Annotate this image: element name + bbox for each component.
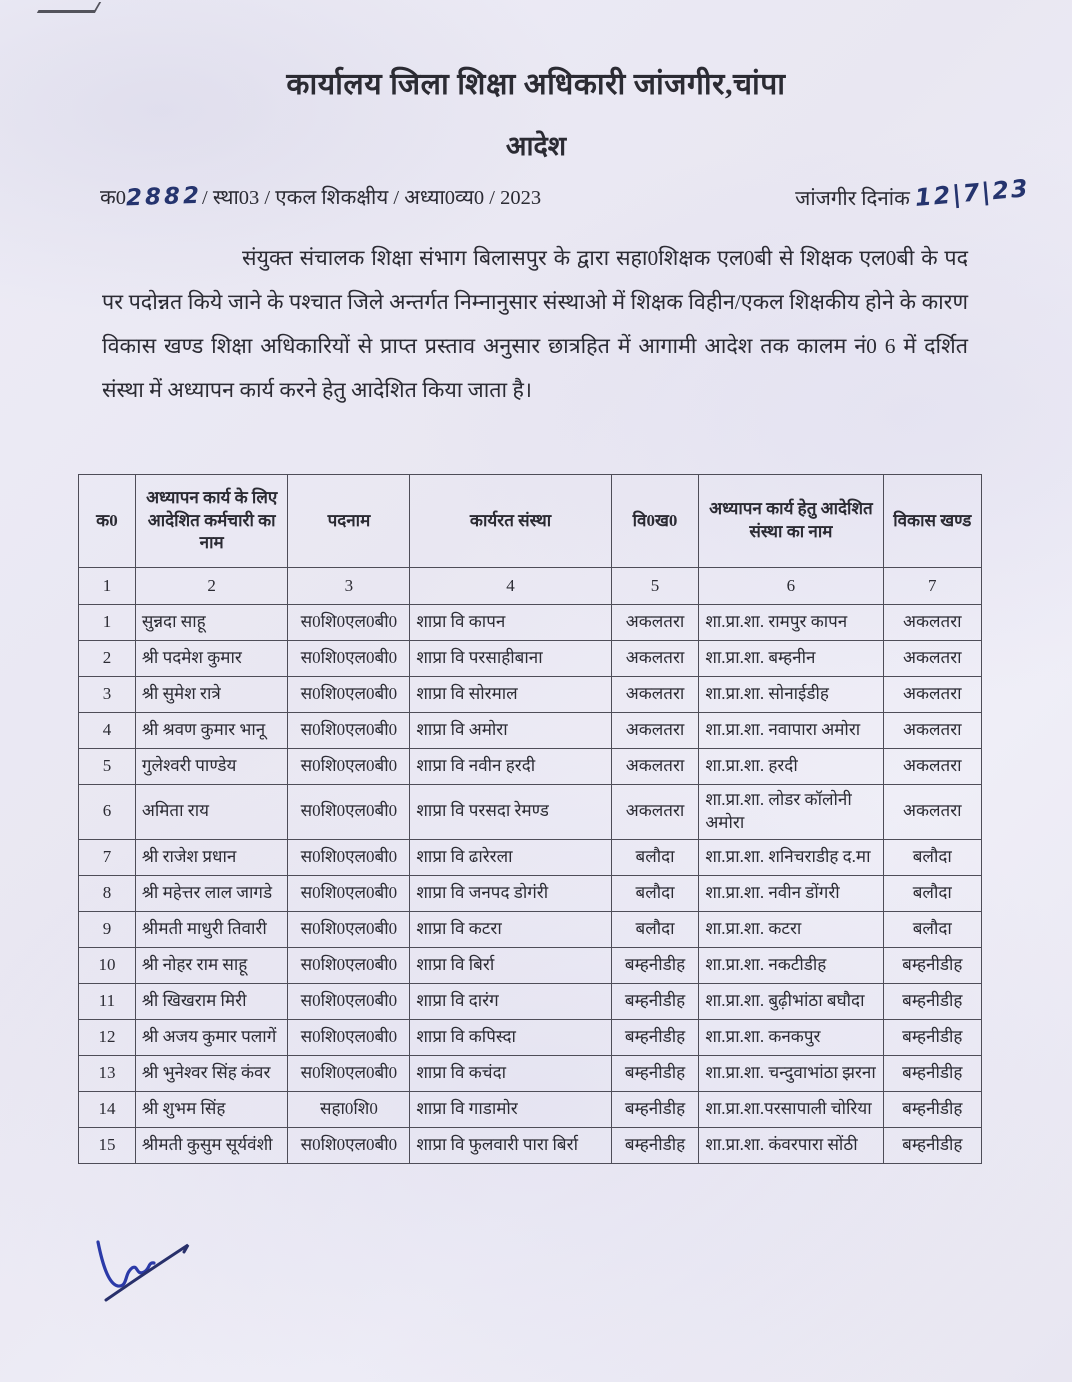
table-cell: शाप्रा वि जनपद डोगंरी bbox=[410, 875, 611, 911]
table-row bbox=[79, 875, 982, 911]
table-cell: शा.प्रा.शा. लोडर कॉलोनी अमोरा bbox=[699, 785, 883, 840]
table-cell: अकलतरा bbox=[883, 605, 981, 641]
header-serial: क0 bbox=[79, 475, 136, 568]
table-cell: 3 bbox=[79, 677, 136, 713]
table-cell: शा.प्रा.शा. कंवरपारा सोंठी bbox=[699, 1127, 883, 1163]
table-cell: स0शि0एल0बी0 bbox=[288, 983, 410, 1019]
table-cell: स0शि0एल0बी0 bbox=[288, 1055, 410, 1091]
table-cell: सहा0शि0 bbox=[288, 1091, 410, 1127]
table-cell: शा.प्रा.शा. हरदी bbox=[699, 749, 883, 785]
table-cell: बम्हनीडीह bbox=[883, 1019, 981, 1055]
table-cell: गुलेश्वरी पाण्डेय bbox=[135, 749, 288, 785]
header-ordered-institution: अध्यापन कार्य हेतु आदेशित संस्था का नाम bbox=[699, 475, 883, 568]
table-row bbox=[79, 1127, 982, 1163]
header-dev-block: विकास खण्ड bbox=[883, 475, 981, 568]
table-cell: शाप्रा वि नवीन हरदी bbox=[410, 749, 611, 785]
place-date-label: जांजगीर दिनांक bbox=[795, 188, 910, 210]
table-cell: अकलतरा bbox=[611, 677, 699, 713]
table-row bbox=[79, 605, 982, 641]
table-cell: स0शि0एल0बी0 bbox=[288, 749, 410, 785]
table-cell: शाप्रा वि कपिस्दा bbox=[410, 1019, 611, 1055]
table-cell: बम्हनीडीह bbox=[883, 1091, 981, 1127]
table-cell: श्री भुनेश्वर सिंह कंवर bbox=[135, 1055, 288, 1091]
table-cell: बम्हनीडीह bbox=[883, 1055, 981, 1091]
table-cell: स0शि0एल0बी0 bbox=[288, 947, 410, 983]
signature-scribble bbox=[84, 1232, 204, 1307]
table-cell: श्री राजेश प्रधान bbox=[135, 839, 288, 875]
ref-rest: / स्था03 / एकल शिकक्षीय / अध्या0व्य0 / 2023 bbox=[202, 187, 542, 209]
table-cell: 12 bbox=[79, 1019, 136, 1055]
table-cell: श्रीमती कुसुम सूर्यवंशी bbox=[135, 1127, 288, 1163]
table-cell: बलौदा bbox=[611, 911, 699, 947]
table-cell: स0शि0एल0बी0 bbox=[288, 713, 410, 749]
table-cell: बम्हनीडीह bbox=[611, 1127, 699, 1163]
table-cell: बम्हनीडीह bbox=[611, 1055, 699, 1091]
table-cell: शा.प्रा.शा.परसापाली चोरिया bbox=[699, 1091, 883, 1127]
table-cell: शाप्रा वि कचंदा bbox=[410, 1055, 611, 1091]
table-cell: बम्हनीडीह bbox=[883, 983, 981, 1019]
table-cell: 4 bbox=[79, 713, 136, 749]
table-cell: श्री सुमेश रात्रे bbox=[135, 677, 288, 713]
column-number-row bbox=[79, 568, 982, 605]
table-cell: शाप्रा वि कापन bbox=[410, 605, 611, 641]
order-heading: आदेश bbox=[505, 131, 567, 161]
table-cell: अकलतरा bbox=[611, 641, 699, 677]
table-cell: शा.प्रा.शा. सोनाईडीह bbox=[699, 677, 883, 713]
table-cell: बलौदा bbox=[883, 875, 981, 911]
table-cell: शा.प्रा.शा. कनकपुर bbox=[699, 1019, 883, 1055]
table-cell: श्रीमती माधुरी तिवारी bbox=[135, 911, 288, 947]
header-designation: पदनाम bbox=[288, 475, 410, 568]
table-cell: बम्हनीडीह bbox=[883, 947, 981, 983]
table-cell: स0शि0एल0बी0 bbox=[288, 677, 410, 713]
table-row bbox=[79, 785, 982, 840]
table-cell: 1 bbox=[79, 605, 136, 641]
ref-number-handwritten: 2882 bbox=[125, 182, 203, 212]
table-cell: 5 bbox=[79, 749, 136, 785]
table-cell: श्री पदमेश कुमार bbox=[135, 641, 288, 677]
table-cell: अकलतरा bbox=[883, 713, 981, 749]
table-cell: श्री शुभम सिंह bbox=[135, 1091, 288, 1127]
header-current-institution: कार्यरत संस्था bbox=[410, 475, 611, 568]
table-cell: 7 bbox=[79, 839, 136, 875]
column-number: 2 bbox=[135, 568, 288, 605]
table-cell: श्री खिखराम मिरी bbox=[135, 983, 288, 1019]
table-row bbox=[79, 713, 982, 749]
table-cell: शा.प्रा.शा. बुढ़ीभांठा बघौदा bbox=[699, 983, 883, 1019]
table-cell: शाप्रा वि परसाहीबाना bbox=[410, 641, 611, 677]
table-cell: 14 bbox=[79, 1091, 136, 1127]
column-number: 5 bbox=[611, 568, 699, 605]
table-cell: शा.प्रा.शा. नकटीडीह bbox=[699, 947, 883, 983]
header-employee-name: अध्यापन कार्य के लिए आदेशित कर्मचारी का नाम bbox=[135, 475, 288, 568]
table-row bbox=[79, 641, 982, 677]
table-cell: बलौदा bbox=[611, 839, 699, 875]
table-header-row bbox=[79, 475, 982, 568]
table-cell: शाप्रा वि ढारेरला bbox=[410, 839, 611, 875]
order-table-body bbox=[79, 605, 982, 1164]
table-cell: श्री अजय कुमार पलागें bbox=[135, 1019, 288, 1055]
table-cell: बलौदा bbox=[883, 839, 981, 875]
table-cell: 9 bbox=[79, 911, 136, 947]
table-cell: स0शि0एल0बी0 bbox=[288, 785, 410, 840]
table-cell: अकलतरा bbox=[883, 785, 981, 840]
table-cell: बलौदा bbox=[883, 911, 981, 947]
table-row bbox=[79, 983, 982, 1019]
table-cell: शाप्रा वि सोरमाल bbox=[410, 677, 611, 713]
table-cell: स0शि0एल0बी0 bbox=[288, 641, 410, 677]
column-number: 7 bbox=[883, 568, 981, 605]
office-title: कार्यालय जिला शिक्षा अधिकारी जांजगीर,चांपा bbox=[286, 68, 786, 101]
ref-prefix: क0 bbox=[100, 187, 126, 209]
table-cell: शा.प्रा.शा. कटरा bbox=[699, 911, 883, 947]
table-cell: श्री महेत्तर लाल जागडे bbox=[135, 875, 288, 911]
table-cell: बलौदा bbox=[611, 875, 699, 911]
table-cell: शा.प्रा.शा. नवीन डोंगरी bbox=[699, 875, 883, 911]
table-row bbox=[79, 1091, 982, 1127]
table-cell: अकलतरा bbox=[883, 749, 981, 785]
table-cell: शाप्रा वि कटरा bbox=[410, 911, 611, 947]
table-cell: बम्हनीडीह bbox=[611, 1019, 699, 1055]
table-cell: श्री श्रवण कुमार भानू bbox=[135, 713, 288, 749]
table-cell: 11 bbox=[79, 983, 136, 1019]
table-cell: शाप्रा वि गाडामोर bbox=[410, 1091, 611, 1127]
table-cell: अकलतरा bbox=[883, 677, 981, 713]
table-cell: शा.प्रा.शा. शनिचराडीह द.मा bbox=[699, 839, 883, 875]
table-cell: 15 bbox=[79, 1127, 136, 1163]
order-body-paragraph: संयुक्त संचालक शिक्षा संभाग बिलासपुर के द्वारा सहा0शिक्षक एल0बी से शिक्षक एल0बी के पद पर पदोन्नत किये जाने के पश्चात जिले अन्तर्गत निम्नानुसार संस्थाओ में शिक्षक विहीन/एकल शिक्षकीय होने के कारण विकास खण्ड शिक्षा अधिकारियों से प्राप्त प्रस्ताव अनुसार छात्रहित में आगामी आदेश तक कालम नं0 6 में दर्शित संस्था में अध्यापन कार्य करने हेतु आदेशित किया जाता है। bbox=[102, 246, 968, 402]
table-cell: शा.प्रा.शा. नवापारा अमोरा bbox=[699, 713, 883, 749]
table-cell: अकलतरा bbox=[611, 605, 699, 641]
table-cell: 13 bbox=[79, 1055, 136, 1091]
table-row bbox=[79, 839, 982, 875]
table-cell: अकलतरा bbox=[611, 749, 699, 785]
table-cell: शा.प्रा.शा. रामपुर कापन bbox=[699, 605, 883, 641]
order-table bbox=[78, 474, 982, 1164]
table-row bbox=[79, 947, 982, 983]
table-row bbox=[79, 1055, 982, 1091]
table-cell: सुन्नदा साहू bbox=[135, 605, 288, 641]
table-cell: स0शि0एल0बी0 bbox=[288, 911, 410, 947]
table-row bbox=[79, 911, 982, 947]
table-cell: स0शि0एल0बी0 bbox=[288, 1127, 410, 1163]
column-number: 3 bbox=[288, 568, 410, 605]
table-cell: स0शि0एल0बी0 bbox=[288, 839, 410, 875]
place-and-date bbox=[795, 174, 1031, 212]
table-cell: शा.प्रा.शा. चन्दुवाभांठा झरना bbox=[699, 1055, 883, 1091]
table-cell: अकलतरा bbox=[611, 785, 699, 840]
column-number: 1 bbox=[79, 568, 136, 605]
column-number: 6 bbox=[699, 568, 883, 605]
table-row bbox=[79, 749, 982, 785]
table-cell: श्री नोहर राम साहू bbox=[135, 947, 288, 983]
table-cell: अकलतरा bbox=[611, 713, 699, 749]
table-cell: शाप्रा वि फुलवारी पारा बिर्रा bbox=[410, 1127, 611, 1163]
table-cell: अकलतरा bbox=[883, 641, 981, 677]
table-cell: 10 bbox=[79, 947, 136, 983]
table-cell: शा.प्रा.शा. बम्हनीन bbox=[699, 641, 883, 677]
table-cell: अमिता राय bbox=[135, 785, 288, 840]
table-cell: बम्हनीडीह bbox=[611, 947, 699, 983]
table-cell: शाप्रा वि अमोरा bbox=[410, 713, 611, 749]
table-cell: बम्हनीडीह bbox=[611, 983, 699, 1019]
table-cell: 8 bbox=[79, 875, 136, 911]
paper-corner-mark bbox=[37, 2, 101, 13]
table-cell: स0शि0एल0बी0 bbox=[288, 1019, 410, 1055]
table-cell: बम्हनीडीह bbox=[883, 1127, 981, 1163]
date-handwritten: 12|7|23 bbox=[913, 174, 1031, 212]
reference-number bbox=[100, 183, 541, 211]
table-cell: स0शि0एल0बी0 bbox=[288, 605, 410, 641]
table-cell: 2 bbox=[79, 641, 136, 677]
table-cell: शाप्रा वि बिर्रा bbox=[410, 947, 611, 983]
table-row bbox=[79, 677, 982, 713]
table-cell: शाप्रा वि दारंग bbox=[410, 983, 611, 1019]
column-number: 4 bbox=[410, 568, 611, 605]
reference-line bbox=[100, 174, 1031, 212]
table-cell: स0शि0एल0बी0 bbox=[288, 875, 410, 911]
table-cell: बम्हनीडीह bbox=[611, 1091, 699, 1127]
table-cell: 6 bbox=[79, 785, 136, 840]
header-block: वि0ख0 bbox=[611, 475, 699, 568]
table-cell: शाप्रा वि परसदा रेमण्ड bbox=[410, 785, 611, 840]
table-row bbox=[79, 1019, 982, 1055]
